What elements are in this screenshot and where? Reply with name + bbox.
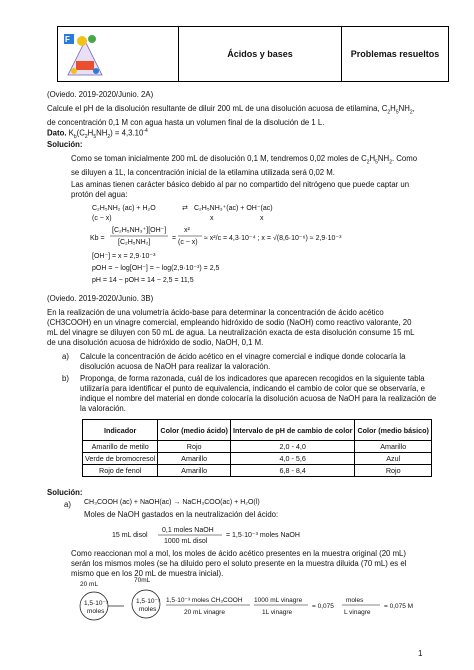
- table-row: [83, 453, 432, 465]
- solution1-label: Solución:: [47, 140, 83, 149]
- svg-text:Kb =: Kb =: [90, 235, 105, 242]
- dato-formula: (C: [76, 128, 85, 138]
- svg-text:= 0,075: = 0,075: [312, 603, 334, 610]
- statement-text: Calcule el pH de la disolución resultante de diluir 200 mL de una disolución acuosa de etilamina, C: [47, 104, 388, 113]
- react-line: mismo que en los 20 mL de muestra inicial).: [71, 569, 224, 578]
- sol-line-1: Como se toman inicialmente 200 mL de disolución 0,1 M, tendremos 0,02 moles de C: [71, 154, 367, 163]
- svg-text:=: =: [172, 235, 177, 242]
- svg-text:moles: moles: [87, 608, 105, 615]
- table-cell: Amarillo: [158, 453, 231, 465]
- item-b-line: utilizaría para identificar el punto de equivalencia, indicando el cambio de color que se observaría, e: [80, 384, 426, 393]
- item-a-label: a): [62, 352, 69, 361]
- problem1-statement: Calcule el pH de la disolución resultante de diluir 200 mL de una disolución acuosa de etilamina, $C_2H_5NH_2$, de concentración 0,1 M con agua hasta un volumen final de la disolución de 1 L.: [47, 104, 415, 127]
- dato-line: Dato. $K_b(C_2H_5NH_2) = 4,3.10^{-4}$: [47, 128, 148, 141]
- svg-text:15 mL disol: 15 mL disol: [112, 532, 148, 539]
- header-section: Problemas resueltos: [342, 27, 449, 82]
- table-cell: Verde de bromocresol: [83, 453, 158, 465]
- table-cell: Rojo de fenol: [83, 465, 158, 477]
- table-cell: Amarillo: [158, 465, 231, 477]
- svg-text:[OH⁻] = x = 2,9·10⁻³: [OH⁻] = x = 2,9·10⁻³: [92, 253, 156, 260]
- svg-text:⇄: ⇄: [182, 205, 188, 212]
- table-cell: Amarillo de metilo: [83, 441, 158, 453]
- react-line: Como reaccionan mol a mol, los moles de ácido acético presentes en la muestra original (20 mL): [71, 549, 406, 558]
- svg-text:F: F: [65, 35, 70, 44]
- problem2-ref: (Oviedo. 2019-2020/Junio. 3B): [47, 294, 154, 303]
- svg-text:20 mL: 20 mL: [80, 581, 99, 588]
- svg-text:moles: moles: [139, 606, 157, 613]
- table-header: Color (medio ácido): [158, 420, 231, 441]
- svg-text:[C₂H₅NH₂]: [C₂H₅NH₂]: [118, 239, 151, 246]
- svg-text:C₂H₅NH₂ (ac) + H₂O: C₂H₅NH₂ (ac) + H₂O: [92, 205, 156, 212]
- svg-text:(c − x): (c − x): [92, 215, 112, 222]
- item-b-line: Proponga, de forma razonada, cuál de los indicadores que aparecen recogidos en la siguiente tabla: [80, 374, 425, 383]
- svg-text:x: x: [260, 215, 264, 222]
- svg-text:70mL: 70mL: [134, 577, 151, 584]
- solution2-label: Solución:: [47, 488, 83, 497]
- svg-text:1L vinagre: 1L vinagre: [262, 609, 293, 616]
- svg-text:20 mL vinagre: 20 mL vinagre: [184, 609, 225, 616]
- statement-tail: NH: [398, 104, 410, 113]
- svg-text:= 0,075 M: = 0,075 M: [384, 603, 414, 610]
- svg-text:C₂H₅NH₃⁺(ac) + OH⁻(ac): C₂H₅NH₃⁺(ac) + OH⁻(ac): [194, 205, 273, 212]
- equilibrium-equations: [90, 200, 410, 290]
- item-a-text: [80, 352, 447, 372]
- dato-value: ) = 4,3.10: [110, 128, 144, 138]
- problem1-ref: (Oviedo. 2019-2020/Junio. 2A): [47, 90, 154, 99]
- table-row: [83, 465, 432, 477]
- item-a-line: disolución acuosa de NaOH para realizar la valoración.: [80, 362, 271, 371]
- svg-text:x: x: [210, 215, 214, 222]
- dato-exp: -4: [143, 128, 148, 134]
- problem2-intro: [47, 308, 447, 348]
- concentration-diagram: [62, 576, 452, 622]
- logo-cell: [58, 27, 179, 82]
- table-header: Indicador: [83, 420, 158, 441]
- item-a-line: Calcule la concentración de ácido acético en el vinagre comercial e indique donde colocaría la: [80, 352, 406, 361]
- intro-line: mL del vinagre se diluyen con 50 mL de agua. La neutralización exacta de esta disolución consume 15 mL: [47, 328, 415, 337]
- indicator-table: [82, 419, 432, 477]
- solution1-text: Como se toman inicialmente 200 mL de disolución 0,1 M, tendremos 0,02 moles de $C_2H_5NH_2$. Como se diluyen a 1L, la concentración inicial de la etilamina utilizada será 0,02 M.: [71, 154, 418, 177]
- item-b-text: [80, 374, 447, 414]
- reaction-explanation: [71, 549, 451, 579]
- table-cell: 6,8 - 8,4: [230, 465, 355, 477]
- header-title: Ácidos y bases: [179, 27, 342, 82]
- svg-text:x²: x²: [184, 227, 190, 234]
- svg-text:1,5·10⁻³ moles CH₃COOH: 1,5·10⁻³ moles CH₃COOH: [166, 597, 243, 604]
- svg-text:= 1,5·10⁻³ moles NaOH: = 1,5·10⁻³ moles NaOH: [226, 532, 300, 539]
- moles-calc: [110, 522, 330, 546]
- svg-text:(c − x): (c − x): [178, 239, 198, 246]
- svg-text:[C₂H₅NH₃⁺][OH⁻]: [C₂H₅NH₃⁺][OH⁻]: [112, 227, 167, 234]
- logo-icon: [62, 31, 108, 79]
- table-cell: Rojo: [158, 441, 231, 453]
- table-cell: Amarillo: [355, 441, 432, 453]
- sol-line-3: Las aminas tienen carácter básico debido al par no compartido del nitrógeno que puede captar un: [71, 180, 410, 189]
- svg-text:1000 mL disol: 1000 mL disol: [164, 538, 208, 545]
- intro-line: En la realización de una volumetría ácido-base para determinar la concentración de ácido acético: [47, 308, 384, 317]
- sol-line-1-tail: . Como: [391, 154, 418, 163]
- svg-text:1000 mL vinagre: 1000 mL vinagre: [254, 597, 303, 604]
- moles-text: Moles de NaOH gastados en la neutralización del ácido:: [84, 510, 279, 519]
- item-b-label: b): [62, 374, 69, 383]
- dato-k: K: [68, 128, 74, 138]
- svg-text:CH₃COOH (ac) + NaOH(ac) → NaCH: CH₃COOH (ac) + NaOH(ac) → NaCH₃COO(ac) + H₂O(l): [84, 499, 260, 506]
- item-b-line: la valoración.: [80, 404, 126, 413]
- solution2-a: a): [64, 500, 71, 509]
- table-header: Intervalo de pH de cambio de color: [230, 420, 355, 441]
- table-row: [83, 441, 432, 453]
- page-number: 1: [418, 649, 423, 658]
- svg-text:pOH = − log[OH⁻] = − log(2,9·1: pOH = − log[OH⁻] = − log(2,9·10⁻³) = 2,5: [92, 265, 220, 272]
- table-cell: Rojo: [355, 465, 432, 477]
- svg-text:pH = 14 − pOH = 14 − 2,5 = 11,: pH = 14 − pOH = 14 − 2,5 = 11,5: [92, 277, 194, 284]
- intro-line: de una disolución acuosa de hidróxido de sodio, NaOH, 0,1 M.: [47, 338, 264, 347]
- svg-text:moles: moles: [346, 597, 364, 604]
- react-line: serán los mismos moles (se ha diluido pero el soluto presente en la muestra diluida (70 mL) es el: [71, 559, 407, 568]
- dato-label: Dato.: [47, 128, 67, 138]
- table-header: Color (medio básico): [355, 420, 432, 441]
- header-table: [57, 26, 449, 82]
- svg-text:0,1 moles NaOH: 0,1 moles NaOH: [162, 527, 214, 534]
- svg-text:≈ x²/c = 4,3·10⁻⁴ ; x = √(8,6·: ≈ x²/c = 4,3·10⁻⁴ ; x = √(8,6·10⁻⁶) ≈ 2,9·10⁻³: [204, 235, 342, 242]
- svg-text:1,5·10⁻³: 1,5·10⁻³: [84, 600, 109, 607]
- dato-formula-2: NH: [96, 128, 108, 138]
- table-cell: 2,0 - 4,0: [230, 441, 355, 453]
- table-cell: Azul: [355, 453, 432, 465]
- sol-line-4: protón del agua:: [71, 190, 128, 199]
- intro-line: (CH3COOH) en un vinagre comercial, empleando hidróxido de sodio (NaOH) como reactivo valorante, 20: [47, 318, 412, 327]
- solution1-text-b: [71, 180, 446, 200]
- sol-line-2: se diluyen a 1L, la concentración inicial de la etilamina utilizada será 0,02 M.: [71, 167, 335, 177]
- svg-text:L vinagre: L vinagre: [344, 609, 371, 616]
- item-b-line: indique el nombre del material en donde colocaría la disolución acuosa de NaOH para la realización de: [80, 394, 437, 403]
- statement-text-2: de concentración 0,1 M con agua hasta un volumen final de la disolución de 1 L.: [47, 117, 325, 127]
- table-cell: 4,0 - 5,6: [230, 453, 355, 465]
- svg-text:1,5·10⁻³: 1,5·10⁻³: [136, 598, 161, 605]
